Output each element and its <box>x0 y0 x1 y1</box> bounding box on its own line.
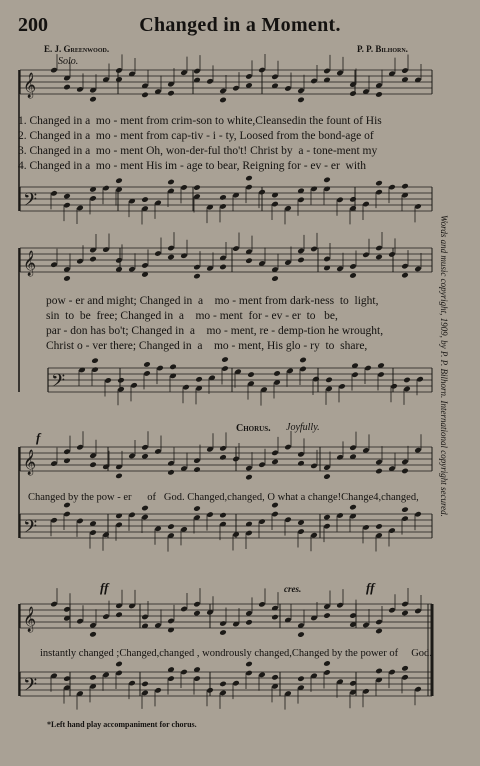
note-head <box>349 90 357 97</box>
note-head <box>141 453 149 460</box>
note-head <box>323 660 331 667</box>
note-head <box>271 275 279 282</box>
note-head <box>193 610 201 617</box>
note-head <box>63 275 71 282</box>
bass-clef-icon: 𝄢 <box>51 371 66 396</box>
note-head <box>375 254 383 261</box>
treble-clef-icon: 𝄞 <box>23 73 37 98</box>
note-head <box>167 254 175 261</box>
copyright-notice <box>438 215 452 575</box>
verse-4-line-2: Christ o - ver there; Changed in a mo - ment, His glo - ry to share, <box>46 340 368 352</box>
note-head <box>323 177 331 184</box>
note-head <box>115 611 123 618</box>
composer-credit: P. P. Bilhorn. <box>357 44 408 54</box>
note-head <box>375 523 383 530</box>
chorus-label: Chorus. <box>236 423 271 434</box>
note-head <box>115 661 123 668</box>
note-head <box>219 264 227 271</box>
footnote: *Left hand play accompaniment for chorus. <box>47 720 197 729</box>
verse-3-line-1: 3. Changed in a mo - ment Oh, won-der-ful tho't! Christ by a - tone-ment my <box>18 145 378 157</box>
note-head <box>219 194 227 201</box>
note-head <box>89 96 97 103</box>
note-head <box>401 272 409 279</box>
tempo-marking: Solo. <box>58 56 79 67</box>
note-head <box>89 631 97 638</box>
verse-1-line-1: 1. Changed in a mo - ment from crim-son to white,Cleansedin the fount of His <box>18 115 382 127</box>
note-head <box>271 459 279 466</box>
note-head <box>91 357 99 364</box>
hymn-title: Changed in a Moment. <box>139 14 341 36</box>
note-head <box>193 273 201 280</box>
note-head <box>219 454 227 461</box>
note-head <box>401 468 409 475</box>
note-head <box>245 257 253 264</box>
treble-clef-icon: 𝄞 <box>23 251 37 276</box>
dynamic-crescendo: cres. <box>284 584 302 594</box>
note-head <box>323 514 331 521</box>
note-head <box>117 377 125 384</box>
note-head <box>115 473 123 480</box>
note-head <box>375 628 383 635</box>
bass-clef-icon: 𝄢 <box>23 190 38 215</box>
note-head <box>63 84 71 91</box>
note-head <box>219 629 227 636</box>
chorus-tempo: Joyfully. <box>286 422 320 433</box>
note-head <box>349 272 357 279</box>
note-head <box>273 370 281 377</box>
bass-clef-icon: 𝄢 <box>23 517 38 542</box>
note-head <box>141 681 149 688</box>
treble-clef-icon: 𝄞 <box>23 607 37 632</box>
note-head <box>401 506 409 513</box>
verse-2-line-2: sin to be free; Changed in a mo - ment for - ev - er to be, <box>46 310 338 322</box>
note-head <box>401 610 409 617</box>
dynamic-fortissimo-2: ff <box>366 580 375 595</box>
note-head <box>63 193 71 200</box>
note-head <box>325 377 333 384</box>
note-head <box>115 513 123 520</box>
note-head <box>195 376 203 383</box>
note-head <box>349 504 357 511</box>
note-head <box>167 469 175 476</box>
note-head <box>401 183 409 190</box>
note-head <box>63 457 71 464</box>
note-head <box>167 179 175 186</box>
note-head <box>169 364 177 371</box>
dynamic-fortissimo: ff <box>100 580 109 595</box>
note-head <box>375 180 383 187</box>
chorus-line-2: instantly changed ;Changed,changed , wondrously changed,Changed by the power of God. <box>40 648 432 659</box>
chorus-line-1: Changed by the pow - er of God. Changed,changed, O what a change!Change4,changed, <box>28 492 419 503</box>
note-head <box>297 460 305 467</box>
note-head <box>323 612 331 619</box>
note-head <box>375 468 383 475</box>
note-head <box>245 474 253 481</box>
note-head <box>375 668 383 675</box>
note-head <box>219 681 227 688</box>
note-head <box>297 675 305 682</box>
note-head <box>115 177 123 184</box>
note-head <box>143 361 151 368</box>
note-head <box>297 631 305 638</box>
note-head <box>89 674 97 681</box>
note-head <box>245 619 253 626</box>
note-head <box>193 466 201 473</box>
copyright-text: Words and music copyright, 1909, by P. P. Bilhorn. International copyright secured. <box>439 215 449 517</box>
note-head <box>299 357 307 364</box>
note-head <box>193 184 201 191</box>
note-head <box>193 505 201 512</box>
verse-1-line-2: pow - er and might; Changed in a mo - ment from dark-ness to light, <box>46 295 379 307</box>
note-head <box>219 97 227 104</box>
note-head <box>375 91 383 98</box>
note-head <box>247 371 255 378</box>
author-credit: E. J. Greenwood. <box>44 44 110 54</box>
note-head <box>271 674 279 681</box>
note-head <box>297 97 305 104</box>
note-head <box>297 257 305 264</box>
note-head <box>141 196 149 203</box>
note-head <box>403 377 411 384</box>
note-head <box>323 473 331 480</box>
bass-clef-icon: 𝄢 <box>23 675 38 700</box>
note-head <box>89 461 97 468</box>
note-head <box>245 175 253 182</box>
note-head <box>401 665 409 672</box>
note-head <box>245 661 253 668</box>
note-head <box>271 614 279 621</box>
note-head <box>141 505 149 512</box>
treble-clef-icon: 𝄞 <box>23 450 37 475</box>
note-head <box>349 196 357 203</box>
dynamic-forte: f <box>36 430 41 445</box>
note-head <box>141 92 149 99</box>
hymn-number: 200 <box>18 14 48 36</box>
note-head <box>167 523 175 530</box>
note-head <box>89 256 97 263</box>
note-head <box>221 356 229 363</box>
note-head <box>219 512 227 519</box>
note-head <box>167 90 175 97</box>
verse-4-line-1: 4. Changed in a mo - ment His im - age to bear, Reigning for - ev - er with <box>18 160 366 172</box>
verse-2-line-1: 2. Changed in a mo - ment from cap-tiv - i - ty, Loosed from the bond-age of <box>18 130 374 142</box>
verse-3-line-2: par - don has bo't; Changed in a mo - ment, re - demp-tion he wrought, <box>46 325 384 337</box>
